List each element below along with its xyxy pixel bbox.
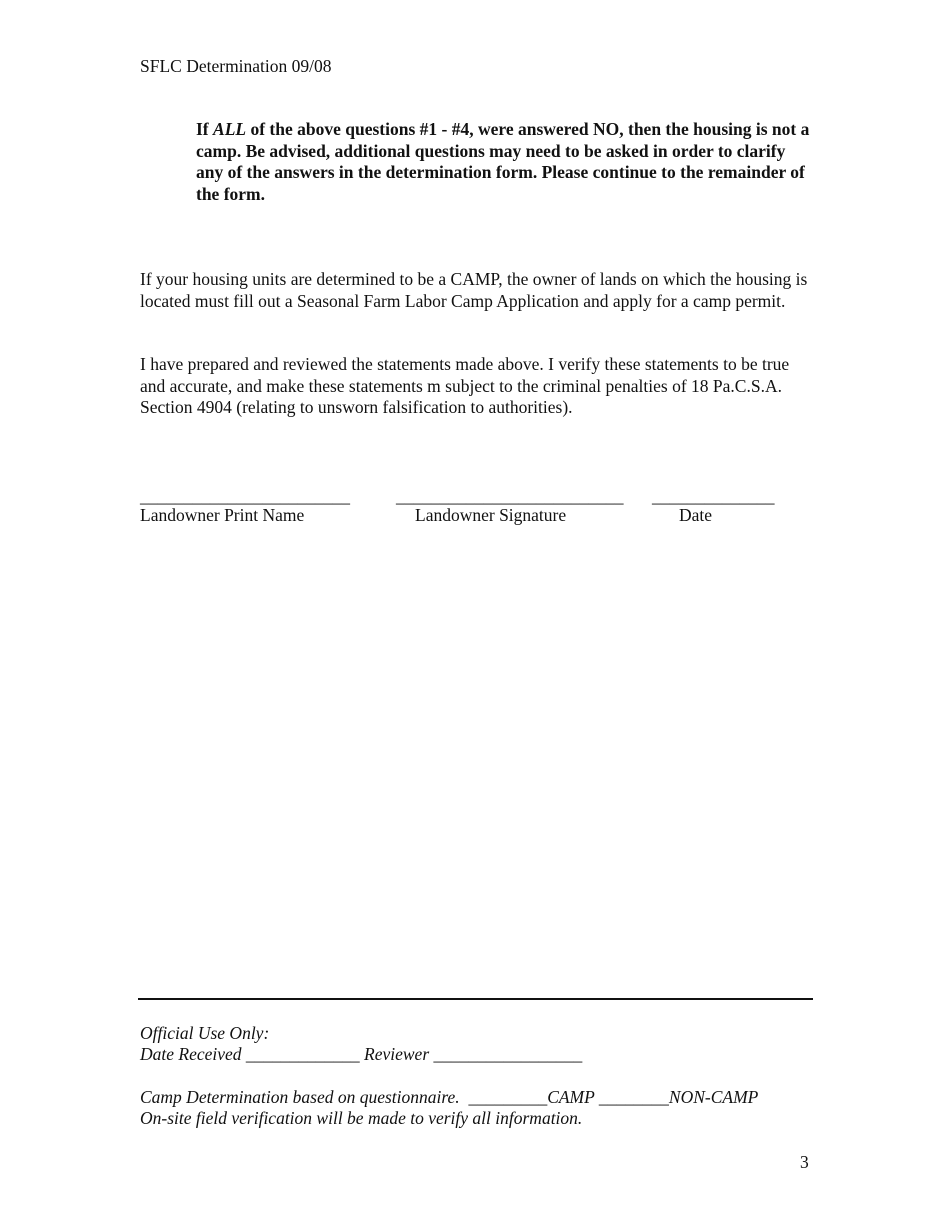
signature-line[interactable]: __________________________	[396, 486, 624, 506]
date-line[interactable]: ______________	[652, 486, 775, 506]
non-camp-blank[interactable]: ________	[598, 1087, 669, 1107]
date-received-label: Date Received	[140, 1044, 242, 1064]
verification-paragraph: I have prepared and reviewed the statements made above. I verify these statements to be true and accurate, and make these statements m subject to the criminal penalties of 18 Pa.C.S.A. Section 4904 (relating to unsworn falsification to authorities).	[140, 354, 790, 417]
camp-determination-row	[140, 1087, 758, 1108]
date-received-row	[140, 1044, 582, 1065]
date-received-blank[interactable]: _____________	[245, 1044, 360, 1064]
notice-paragraph	[196, 119, 816, 205]
camp-blank[interactable]: _________	[468, 1087, 548, 1107]
reviewer-label: Reviewer	[364, 1044, 430, 1064]
camp-info-paragraph: If your housing units are determined to be a CAMP, the owner of lands on which the housing is located must fill out a Seasonal Farm Labor Camp Application and apply for a camp permit.	[140, 269, 808, 311]
print-name-line[interactable]: ________________________	[140, 486, 350, 506]
official-use-divider	[138, 998, 813, 1000]
page-number: 3	[800, 1152, 809, 1172]
date-label: Date	[679, 505, 713, 525]
camp-label: CAMP	[547, 1087, 595, 1107]
official-use-heading: Official Use Only:	[140, 1023, 270, 1043]
document-header: SFLC Determination 09/08	[140, 56, 332, 76]
notice-rest: of the above questions #1 - #4, were answered NO, then the housing is not a camp. Be advised, additional questions may need to be asked in order to clarify any of the answers in the determination form. Please continue to the remainder of the form.	[196, 119, 810, 204]
print-name-label: Landowner Print Name	[140, 505, 305, 525]
non-camp-label: NON-CAMP	[668, 1087, 759, 1107]
determination-label: Camp Determination based on questionnaire.	[140, 1087, 460, 1107]
notice-emphasis: ALL	[213, 119, 247, 139]
onsite-verification-note: On-site field verification will be made to verify all information.	[140, 1108, 583, 1128]
reviewer-blank[interactable]: _________________	[433, 1044, 583, 1064]
notice-lead: If	[196, 119, 214, 139]
signature-label: Landowner Signature	[415, 505, 567, 525]
